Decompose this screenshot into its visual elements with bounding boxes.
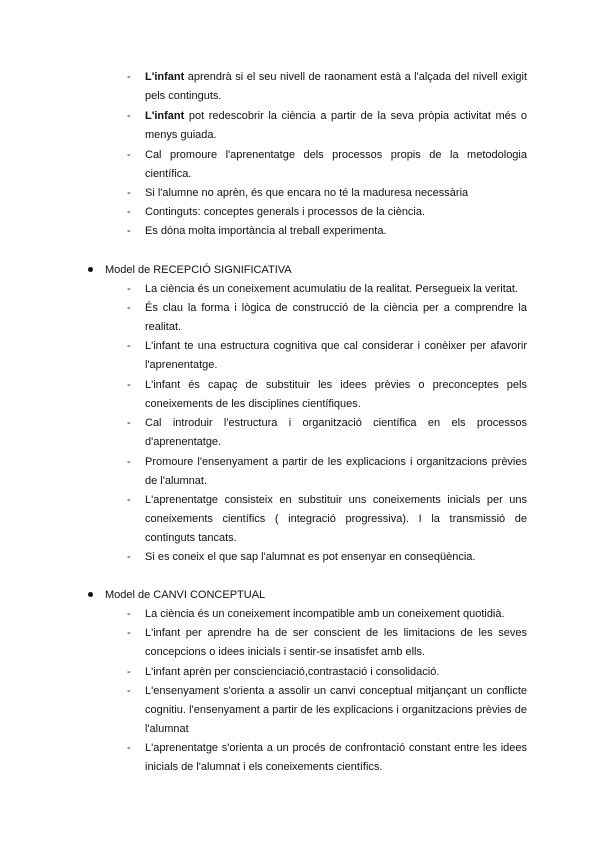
dash-bullet: -	[127, 742, 131, 754]
dash-bullet: -	[127, 627, 131, 639]
dash-bullet: -	[127, 71, 131, 83]
list-item-text: Si l'alumne no aprèn, és que encara no té la maduresa necessària	[145, 187, 469, 199]
dash-bullet: -	[127, 685, 131, 697]
dash-bullet: -	[127, 340, 131, 352]
dash-bullet: -	[127, 666, 131, 678]
bold-term: L'infant	[145, 71, 185, 83]
section-heading-recepcio	[88, 261, 292, 280]
item-text: pot redescobrir la ciència a partir de la seva pròpia activitat més o menys guiada.	[145, 110, 527, 141]
list-item-text	[145, 107, 527, 145]
list-item-text: L'infant és capaç de substituir les idees prèvies o preconceptes pels coneixements de les disciplines científiques.	[145, 379, 527, 410]
heading-text: Model de RECEPCIÓ SIGNIFICATIVA	[105, 264, 292, 276]
dash-bullet: -	[127, 225, 131, 237]
dash-bullet: -	[127, 608, 131, 620]
dash-bullet: -	[127, 456, 131, 468]
section-heading-canvi	[88, 586, 265, 605]
dash-bullet: -	[127, 379, 131, 391]
list-item-text: L'ensenyament s'orienta a assolir un canvi conceptual mitjançant un conflicte cognitiu. l'ensenyament a partir de les explicacions i organitzacions prèvies de l'alumnat	[145, 685, 527, 735]
bullet-dot-icon	[88, 267, 93, 272]
list-item-text: La ciència és un coneixement incompatible amb un coneixement quotidià.	[145, 608, 505, 620]
dash-bullet: -	[127, 283, 131, 295]
bullet-dot-icon	[88, 592, 93, 597]
dash-bullet: -	[127, 149, 131, 161]
dash-bullet: -	[127, 302, 131, 314]
dash-bullet: -	[127, 417, 131, 429]
list-item-text: L'infant per aprendre ha de ser conscient de les limitacions de les seves concepcions o idees inicials i sentir-se insatisfet amb ells.	[145, 627, 527, 658]
dash-bullet: -	[127, 494, 131, 506]
list-item-text: L'infant te una estructura cognitiva que cal considerar i conèixer per afavorir l'aprenentatge.	[145, 340, 527, 371]
dash-bullet: -	[127, 551, 131, 563]
list-item-text: Continguts: conceptes generals i processos de la ciència.	[145, 206, 426, 218]
list-item-text: Si es coneix el que sap l'alumnat es pot ensenyar en conseqüència.	[145, 551, 476, 563]
bold-term: L'infant	[145, 110, 185, 122]
list-item-text: És clau la forma i lògica de construcció de la ciència per a comprendre la realitat.	[145, 302, 527, 333]
item-text: aprendrà si el seu nivell de raonament està a l'alçada del nivell exigit pels continguts.	[145, 71, 527, 102]
list-item-text: Promoure l'ensenyament a partir de les explicacions i organitzacions prèvies de l'alumnat.	[145, 456, 527, 487]
dash-bullet: -	[127, 206, 131, 218]
list-item-text: La ciència és un coneixement acumulatiu de la realitat. Persegueix la veritat.	[145, 283, 518, 295]
list-item-text: L'aprenentatge consisteix en substituir uns coneixements inicials per uns coneixements científics ( integració progressiva). I la transmissió de continguts tancats.	[145, 494, 527, 544]
list-item-text	[145, 68, 527, 106]
heading-text: Model de CANVI CONCEPTUAL	[105, 589, 266, 601]
dash-bullet: -	[127, 187, 131, 199]
list-item-text: L'aprenentatge s'orienta a un procés de confrontació constant entre les idees inicials de l'alumnat i els coneixements científics.	[145, 742, 527, 773]
list-item-text: L'infant aprèn per conscienciació,contrastació i consolidació.	[145, 666, 440, 678]
list-item-text: Cal promoure l'aprenentatge dels processos propis de la metodologia científica.	[145, 149, 527, 180]
dash-bullet: -	[127, 110, 131, 122]
list-item-text: Cal introduir l'estructura i organització científica en els processos d'aprenentatge.	[145, 417, 527, 448]
list-item-text: Es dóna molta importància al treball experimenta.	[145, 225, 387, 237]
